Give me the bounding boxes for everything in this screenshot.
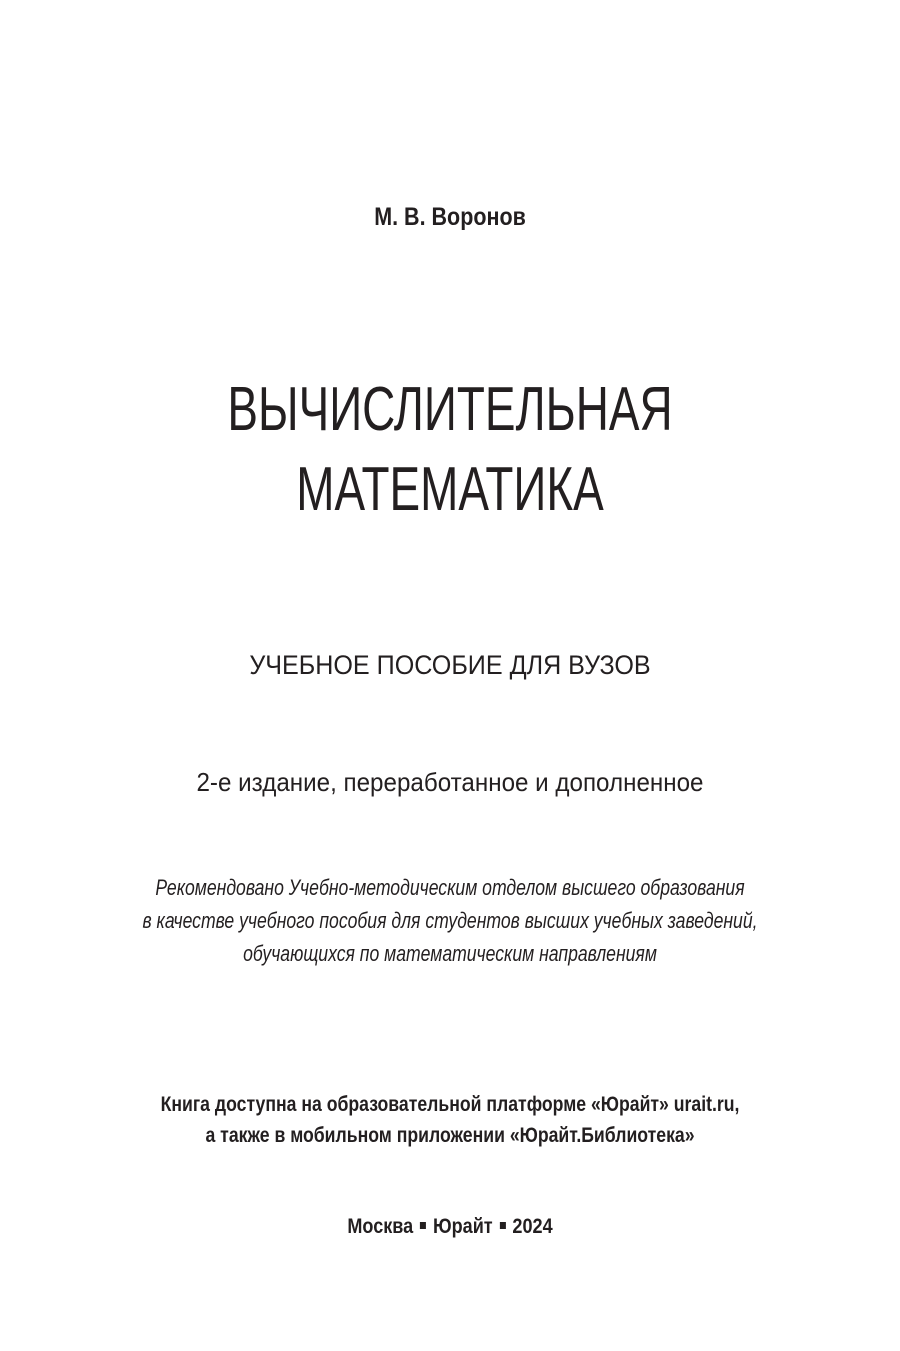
recommendation-line-3: обучающихся по математическим направлениям	[243, 941, 657, 966]
book-title-line-1: ВЫЧИСЛИТЕЛЬНАЯ	[227, 375, 673, 444]
recommendation-line-2: в качестве учебного пособия для студентов высших учебных заведений,	[142, 908, 758, 933]
book-title-line-2: МАТЕМАТИКА	[296, 455, 604, 524]
square-separator-icon	[420, 1222, 426, 1229]
availability-line-1: Книга доступна на образовательной платформе «Юрайт» urait.ru,	[160, 1093, 740, 1116]
recommendation-line-1: Рекомендовано Учебно-методическим отделом высшего образования	[155, 875, 745, 900]
imprint-city: Москва	[347, 1215, 414, 1238]
book-subtitle: УЧЕБНОЕ ПОСОБИЕ ДЛЯ ВУЗОВ	[249, 650, 651, 680]
imprint-publisher: Юрайт	[433, 1215, 493, 1238]
edition-statement: 2-е издание, переработанное и дополненное	[196, 767, 704, 797]
imprint	[63, 1215, 837, 1239]
author-name: М. В. Воронов	[374, 203, 526, 231]
square-separator-icon	[500, 1222, 506, 1229]
imprint-year: 2024	[512, 1215, 553, 1238]
availability-line-2: а также в мобильном приложении «Юрайт.Библиотека»	[205, 1124, 695, 1147]
